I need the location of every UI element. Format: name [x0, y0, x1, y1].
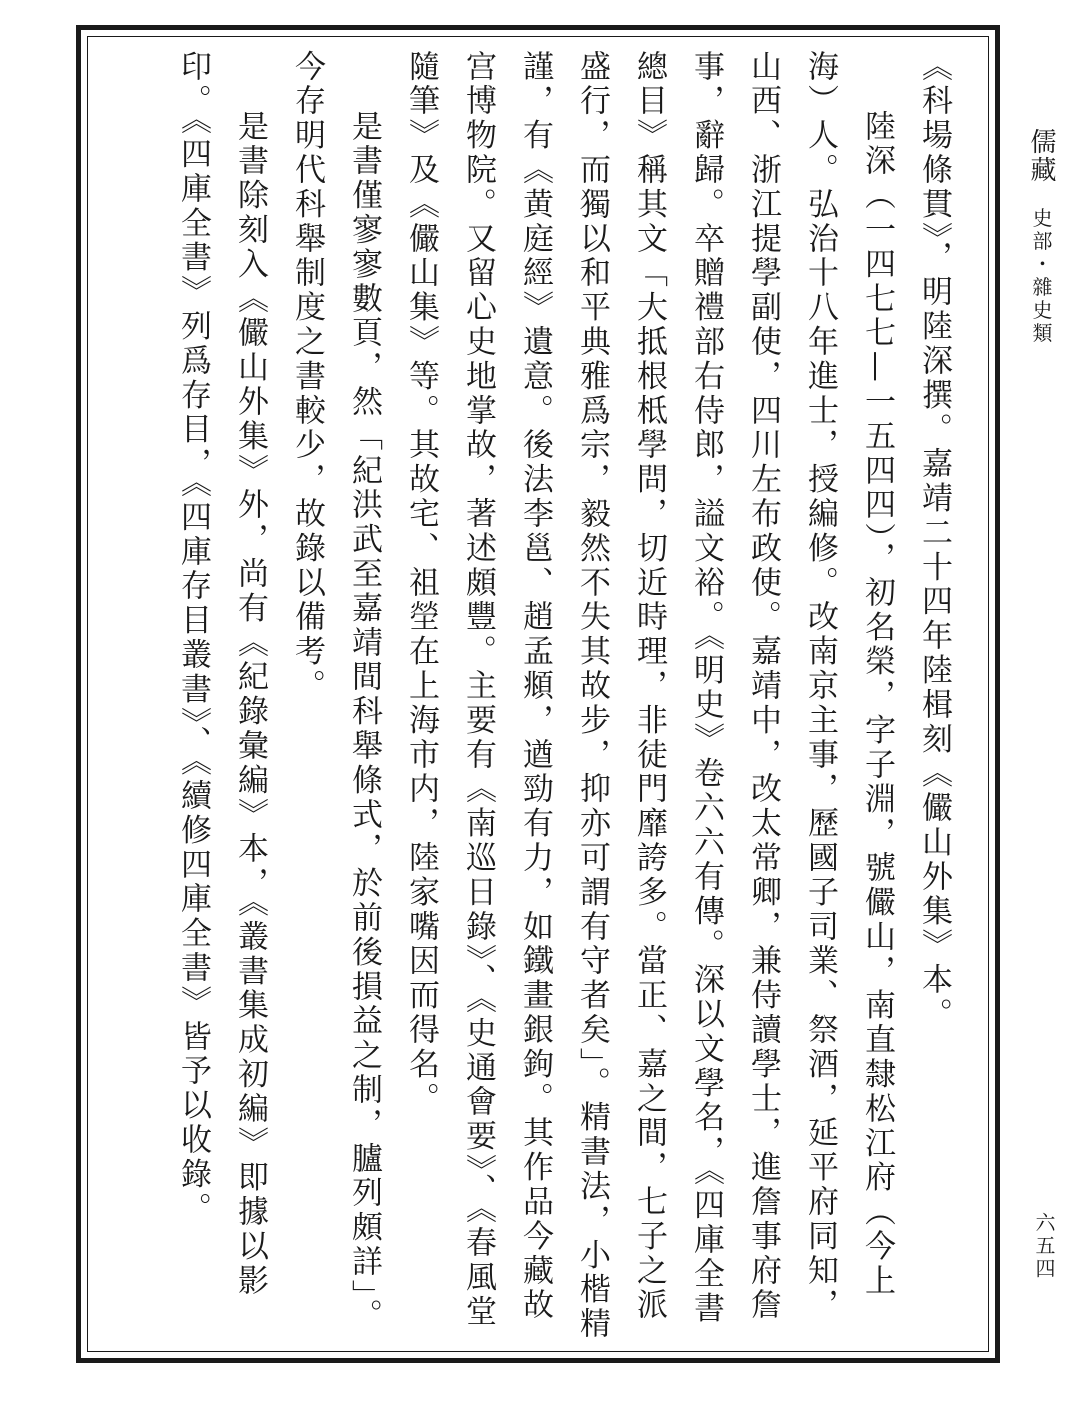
running-header [1026, 128, 1056, 346]
paragraph-content: 是書僅寥寥數頁，然「紀洪武至嘉靖間科舉條式，於前後損益之制，臚列頗詳」。今存明代科舉制度之書較少，故錄以備考。 [289, 50, 382, 1333]
paragraph-title: 《科場條貫》，明陸深撰。嘉靖二十四年陸楫刻《儼山外集》本。 [916, 50, 952, 1033]
section-title: 史部・雜史類 [1029, 207, 1053, 346]
paragraph-biography: 陸深（一四七七—一五四四），初名榮，字子淵，號儼山，南直隸松江府（今上海）人。弘治十八年進士，授編修。改南京主事，歷國子司業、祭酒，延平府同知，山西、浙江提學副使，四川左布政使。嘉靖中，改太常卿，兼侍讀學士，進詹事府詹事，辭歸。卒贈禮部右侍郎，謚文裕。《明史》卷六六有傳。深以文學名，《四庫全書總目》稱其文「大抵根柢學問，切近時理，非徒門靡誇多。當正、嘉之間，七子之派盛行，而獨以和平典雅爲宗，毅然不失其故步，抑亦可謂有守者矣」。精書法，小楷精謹，有《黄庭經》遺意。後法李邕、趙孟頫，遒勁有力，如鐵畫銀鉤。其作品今藏故宫博物院。又留心史地掌故，著述頗豐。主要有《南巡日錄》、《史通會要》、《春風堂隨筆》及《儼山集》等。其故宅、祖塋在上海市内，陸家嘴因而得名。 [403, 50, 895, 1342]
paragraph-editions: 是書除刻入《儼山外集》外，尚有《紀錄彙編》本，《叢書集成初編》即據以影印。《四庫全書》列爲存目，《四庫存目叢書》、《續修四庫全書》皆予以收錄。 [175, 50, 268, 1299]
body-text [90, 50, 962, 1350]
page-number: 六五四 [1032, 1212, 1056, 1281]
series-title: 儒藏 [1026, 128, 1056, 184]
